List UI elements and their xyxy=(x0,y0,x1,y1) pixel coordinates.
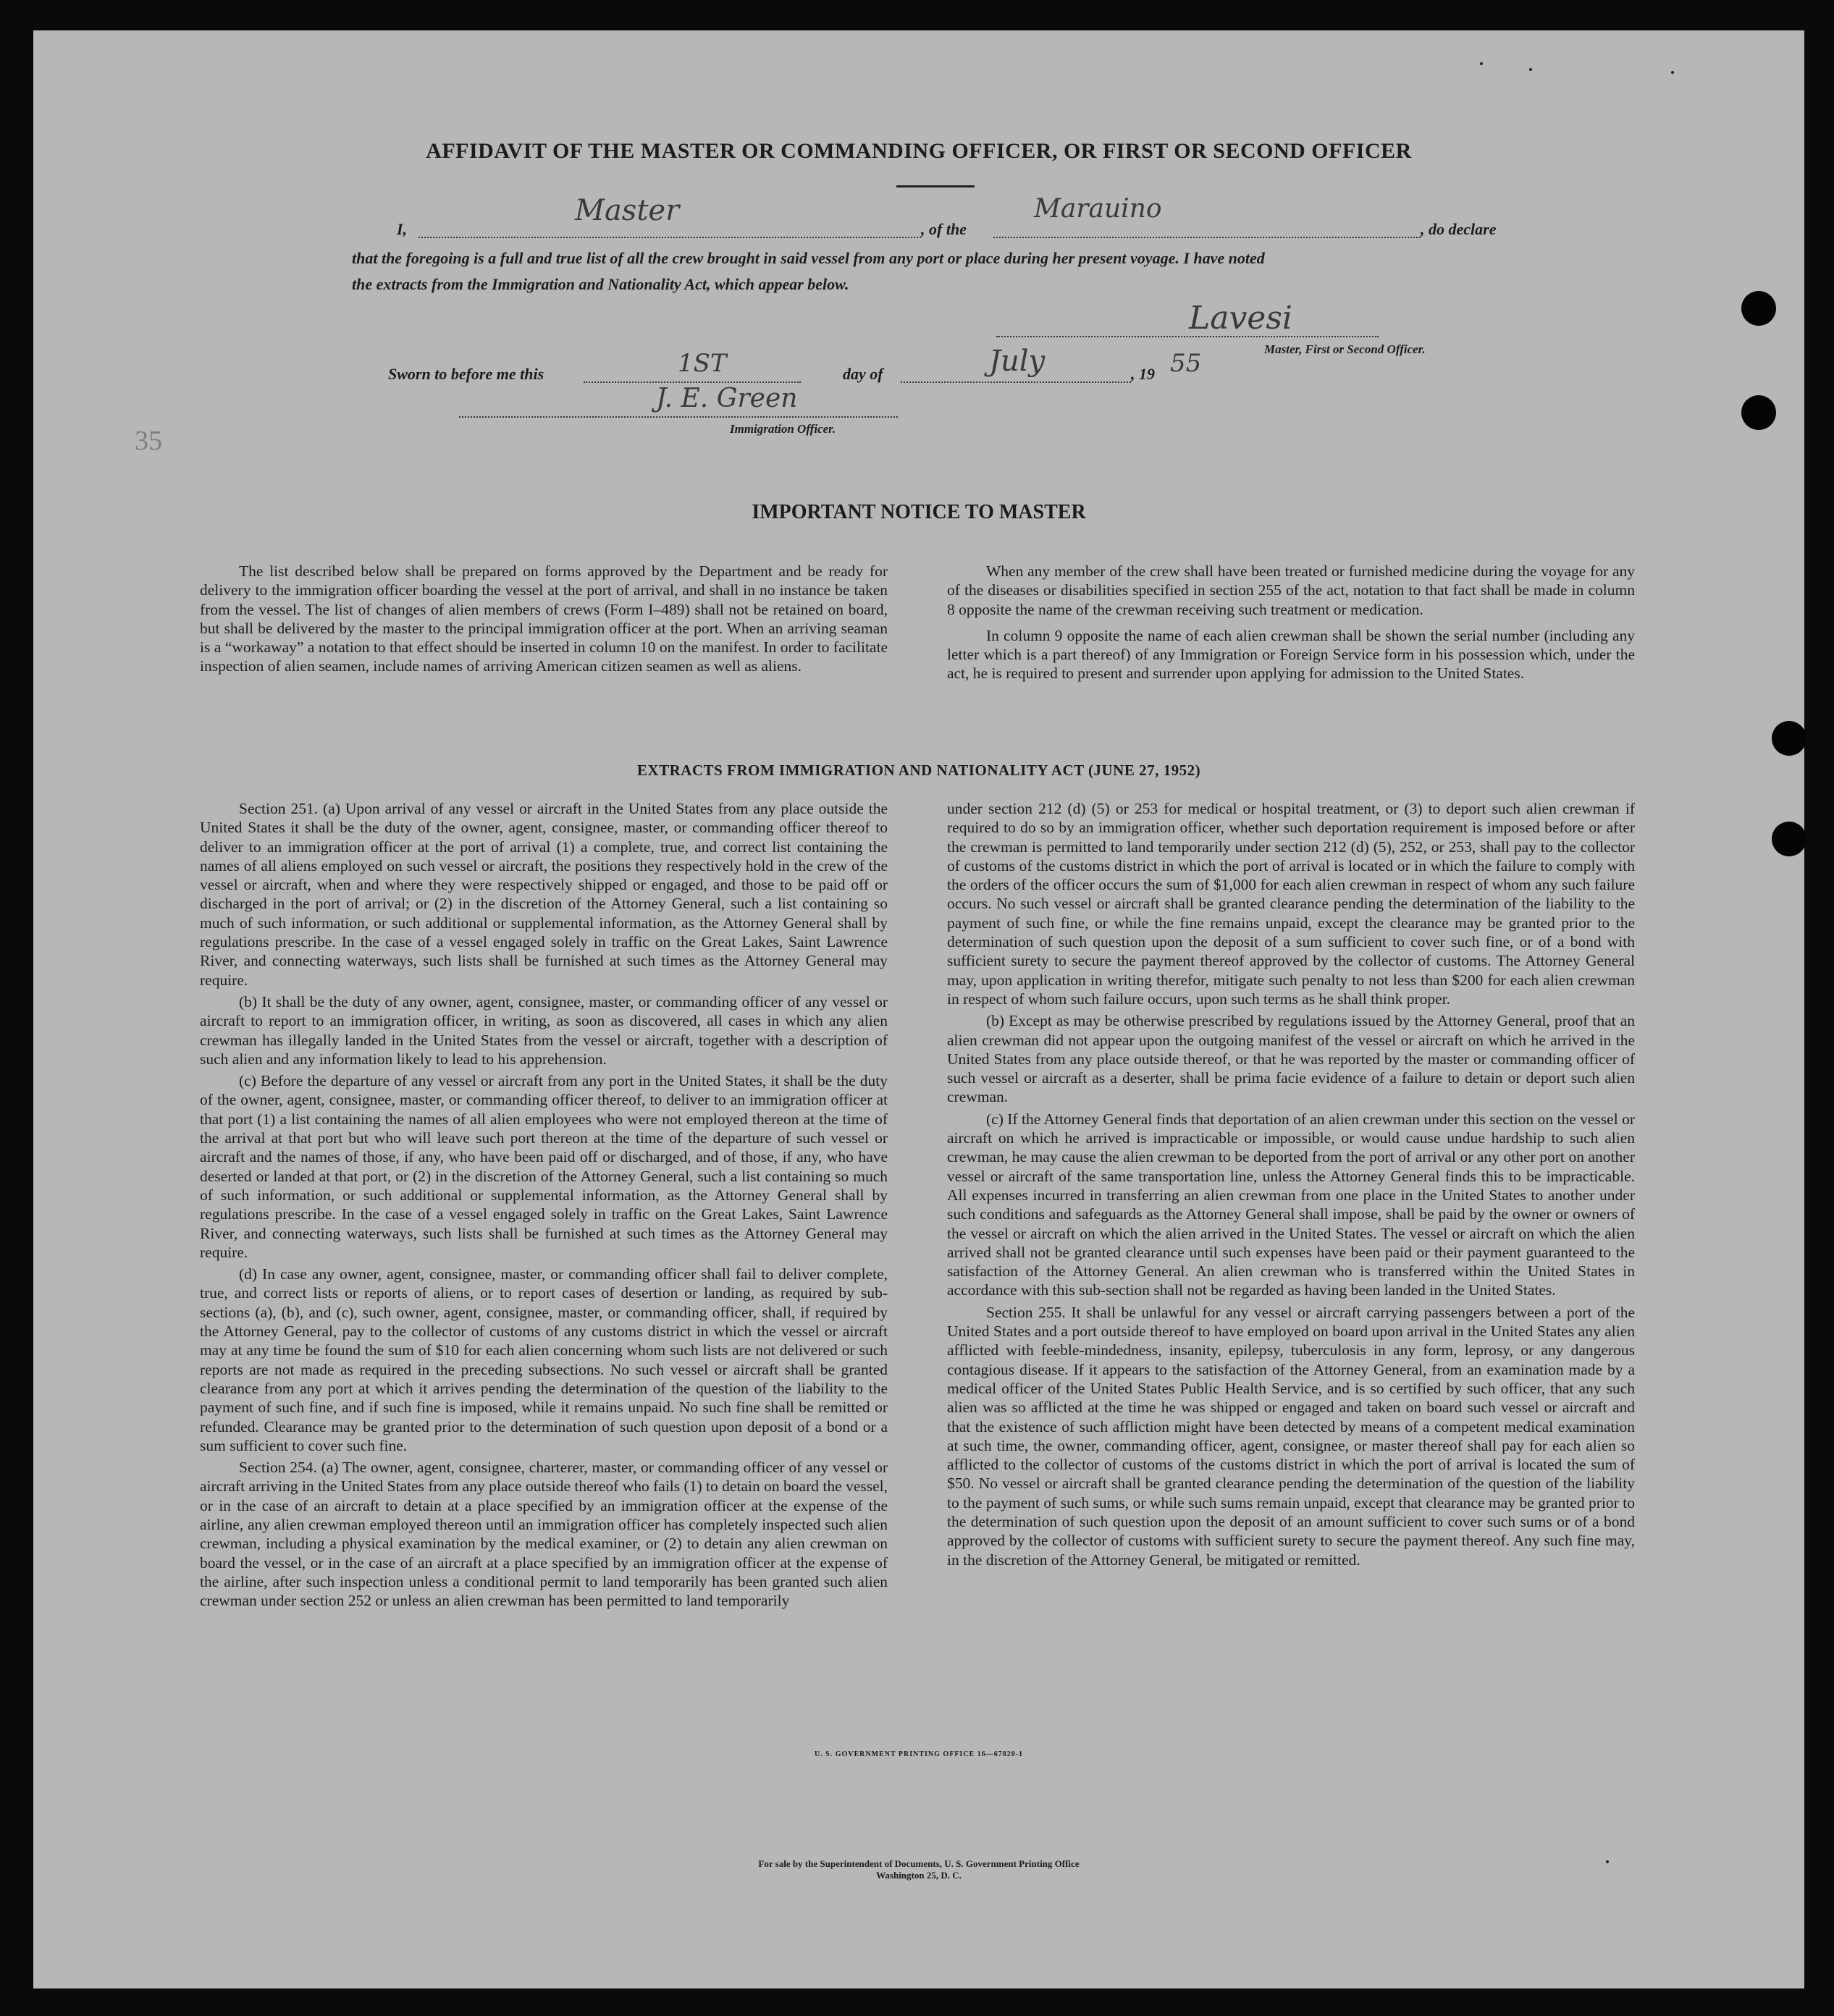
of-the-label: , of the xyxy=(921,220,967,238)
sale-line-1: For sale by the Superintendent of Documents, U. S. Government Printing Office xyxy=(758,1858,1080,1869)
do-declare-label: , do declare xyxy=(1421,220,1497,238)
notice-right-paragraph-1: When any member of the crew shall have been treated or furnished medicine during the voyage for any of the diseases or disabilities specified in section 255 of the act, notation to that fact shall be made in column 8 opposite the name of the crewman receiving such treatment or medication. xyxy=(947,562,1635,618)
year-handwritten: 55 xyxy=(1170,349,1202,378)
officer-line xyxy=(418,237,921,238)
day-line xyxy=(584,381,801,383)
notice-left-paragraph: The list described below shall be prepared on forms approved by the Department and be ready for delivery to the immigration officer boarding the vessel at the port of arrival, and shall in no instance be taken from the vessel. The list of changes of alien members of crews (Form I–489) shall not be retained on board, but shall be delivered by the master to the principal immigration officer at the port. When an arriving seaman is a “workaway” a notation to that effect should be inserted in column 10 on the manifest. In order to facilitate inspection of alien seamen, include names of arriving American citizen seamen as well as aliens. xyxy=(200,562,888,675)
extracts-right-column xyxy=(947,770,1635,1572)
immigration-officer-line xyxy=(459,416,898,418)
notice-title: IMPORTANT NOTICE TO MASTER xyxy=(752,501,1086,523)
section-254-b: (b) Except as may be otherwise prescribed by regulations issued by the Attorney General, proof that an alien crewman did not appear upon the outgoing manifest of the vessel or aircraft on which he arrived in the United States from any place outside thereof, or that he was reported by the master or commanding officer of such vessel or aircraft as a deserter, shall be prima facie evidence of a failure to detain or deport such alien crewman. xyxy=(947,1012,1635,1106)
immigration-officer-label: Immigration Officer. xyxy=(730,422,836,436)
section-251-b: (b) It shall be the duty of any owner, agent, consignee, master, or commanding officer of any vessel or aircraft to report to an immigration officer, in writing, as soon as discovered, all cases in which any alien crewman has illegally landed in the United States from the vessel or aircraft, together with a description of such alien and any information likely to lead to his apprehension. xyxy=(200,992,888,1068)
month-handwritten: July xyxy=(989,345,1046,378)
sale-line-2: Washington 25, D. C. xyxy=(876,1870,962,1881)
master-signature: Lavesi xyxy=(1189,300,1292,337)
sworn-label: Sworn to before me this xyxy=(388,365,544,383)
affidavit-line-3: the extracts from the Immigration and Nationality Act, which appear below. xyxy=(352,275,849,293)
notice-right-paragraph-2: In column 9 opposite the name of each alien crewman shall be shown the serial number (including any letter which is a part thereof) of any Immigration or Foreign Service form in his possession which, under the act, he is required to present and surrender upon applying for admission to the United States. xyxy=(947,626,1635,683)
section-251-a: Section 251. (a) Upon arrival of any vessel or aircraft in the United States from any place outside the United States it shall be the duty of the owner, agent, consignee, master, or commanding officer thereof to deliver to an immigration officer at the port of arrival (1) a complete, true, and correct list containing the names of all aliens employed on such vessel or aircraft, the positions they respectively hold in the crew of the vessel or aircraft, when and where they were respectively shipped or engaged, and those to be paid off or discharged in the port of arrival; or (2) in the discretion of the Attorney General, such a list containing so much of such information, or such additional or supplemental information, as the Attorney General shall by regulations prescribe. In the case of a vessel engaged solely in traffic on the Great Lakes, Saint Lawrence River, and connecting waterways, such lists shall be furnished at such times as the Attorney General may require. xyxy=(200,800,888,989)
extracts-left-column xyxy=(200,770,888,1613)
affidavit-title: AFFIDAVIT OF THE MASTER OR COMMANDING OFFICER, OR FIRST OR SECOND OFFICER xyxy=(426,139,1412,163)
master-signature-label: Master, First or Second Officer. xyxy=(1264,342,1426,356)
extracts-title: EXTRACTS FROM IMMIGRATION AND NATIONALITY ACT (JUNE 27, 1952) xyxy=(636,762,1201,779)
day-of-label: day of xyxy=(843,365,883,383)
section-251-d: (d) In case any owner, agent, consignee, master, or commanding officer shall fail to deliver complete, true, and correct lists or reports of aliens, or to report cases of desertion or landing, as required by sub-sections (a), (b), and (c), such owner, agent, consignee, master, or commanding officer, shall, if required by the Attorney General, pay to the collector of customs of any customs district in which the vessel or aircraft may at any time be found the sum of $10 for each alien concerning whom such lists are not delivered or such reports are not made as required in the preceding subsections. No such vessel or aircraft shall be granted clearance from any port at which it arrives pending the determination of the question of the liability to the payment of such fine, and if such fine is imposed, while it remains unpaid. No such fine shall be remitted or refunded. Clearance may be granted prior to the determination of such question upon deposit of a bond or a sum sufficient to cover such fine. xyxy=(200,1265,888,1454)
notice-right-column xyxy=(947,562,1635,686)
punch-hole xyxy=(1772,822,1806,856)
immigration-officer-signature: J. E. Green xyxy=(656,384,798,413)
section-254-c: (c) If the Attorney General finds that deportation of an alien crewman under this section on the vessel or aircraft on which he arrived is impracticable or impossible, or would cause undue hardship to such alien crewman, he may cause the alien crewman to be deported from the port of arrival or any other port on another vessel or aircraft of the same transportation line, unless the Attorney General finds this to be impracticable. All expenses incurred in transferring an alien crewman from one place in the United States to another under such conditions and safeguards as the Attorney General shall impose, shall be paid by the owner or owners of the vessel or aircraft on which the alien arrived in the United States. The vessel or aircraft on which the alien arrived shall not be granted clearance until such expenses have been paid or their payment guaranteed to the satisfaction of the Attorney General. An alien crewman who is transferred within the United States in accordance with this sub-section shall not be regarded as having been landed in the United States. xyxy=(947,1110,1635,1299)
punch-hole xyxy=(1741,395,1776,430)
vessel-line xyxy=(993,237,1421,238)
section-255: Section 255. It shall be unlawful for any vessel or aircraft carrying passengers between a port of the United States and a port outside thereof to have employed on board upon arrival in the United States any alien afflicted with feeble-mindedness, insanity, epilepsy, tuberculosis in any form, leprosy, or any dangerous contagious disease. If it appears to the satisfaction of the Attorney General, from an examination made by a medical officer of the United States Public Health Service, and is so certified by such officer, that any such alien was so afflicted at the time he was shipped or engaged and taken on board such vessel or aircraft and that the existence of such affliction might have been detected by means of a competent medical examination at such time, the owner, commanding officer, agent, consignee, or master thereof shall pay for each alien so afflicted to the collector of customs of the customs district in which the port of arrival is located the sum of $50. No vessel or aircraft shall be granted clearance pending the determination of the question of the liability to the payment of such sums, or while such sums remain unpaid, except that clearance may be granted prior to the determination of such question upon the deposit of an amount sufficient to cover such sums or of a bond approved by the collector of customs with sufficient surety to secure the payment thereof. Any such fine may, in the discretion of the Attorney General, be mitigated or remitted. xyxy=(947,1303,1635,1569)
margin-number: 35 xyxy=(135,426,162,456)
document-page xyxy=(33,30,1804,1988)
month-line xyxy=(901,381,1131,383)
section-254-a-cont: under section 212 (d) (5) or 253 for medical or hospital treatment, or (3) to deport such alien crewman if required to do so by an immigration officer, whether such deportation requirement is imposed before or after the crewman is permitted to land temporarily under section 212 (d) (5), 252, or 253, shall pay to the collector of customs of the customs district in which the port of arrival is located or in which the failure to comply with the orders of the officer occurs the sum of $1,000 for each alien crewman in respect of whom any such failure occurs. No such vessel or aircraft shall be granted clearance pending the determination of the liability to the payment of such fine, or while the fine remains unpaid, except the clearance may be granted prior to the determination of such question upon the deposit of a sum sufficient to cover such fine, or of a bond with sufficient surety to secure the payment thereof approved by the collector of customs. The Attorney General may, upon application in writing therefor, mitigate such penalty to not less than $200 for each alien crewman in respect of whom such failure occurs, upon such terms as he shall think proper. xyxy=(947,800,1635,1008)
master-signature-line xyxy=(996,336,1379,337)
sale-notice xyxy=(33,1858,1804,1881)
i-label: I, xyxy=(397,220,408,238)
section-254-a: Section 254. (a) The owner, agent, consignee, charterer, master, or commanding officer of any vessel or aircraft arriving in the United States from any place outside thereof who fails (1) to detain on board the vessel, or in the case of an aircraft to detain at a place specified by an immigration officer at the expense of the airline, any alien crewman employed thereon until an immigration officer has completely inspected such alien crewman, including a physical examination by the medical examiner, or (2) to detain any alien crewman on board the vessel, or in the case of an aircraft at a place specified by an immigration officer at the expense of the airline, after such inspection unless a conditional permit to land temporarily has been granted such alien crewman under section 252 or unless an alien crewman has been permitted to land temporarily xyxy=(200,1459,888,1610)
printing-office-line: U. S. GOVERNMENT PRINTING OFFICE 16—67820-1 xyxy=(814,1750,1024,1758)
vessel-handwritten: Marauino xyxy=(1034,194,1162,224)
affidavit-line-2: that the foregoing is a full and true list of all the crew brought in said vessel from any port or place during her present voyage. I have noted xyxy=(352,249,1265,267)
year-prefix: , 19 xyxy=(1131,365,1155,383)
title-rule xyxy=(896,185,975,187)
officer-handwritten: Master xyxy=(575,194,680,227)
notice-left-column xyxy=(200,562,888,679)
punch-hole xyxy=(1772,721,1806,756)
punch-hole xyxy=(1741,291,1776,326)
section-251-c: (c) Before the departure of any vessel or aircraft from any port in the United States, it shall be the duty of the owner, agent, consignee, master, or commanding officer thereof, to deliver to an immigration officer at that port (1) a list containing the names of all alien employees who were not employed thereon at the time of the arrival at that port but who will leave such port thereon at the time of the departure of such vessel or aircraft and the names of those, if any, who have been paid off or discharged, and of those, if any, who have deserted or landed at that port, or (2) in the discretion of the Attorney General, such a list containing so much of such information, or such additional or supplemental information, as the Attorney General shall by regulations prescribe. In the case of a vessel engaged solely in traffic on the Great Lakes, Saint Lawrence River, and connecting waterways, such lists shall be furnished at such times as the Attorney General may require. xyxy=(200,1072,888,1261)
day-handwritten: 1ST xyxy=(678,349,727,378)
